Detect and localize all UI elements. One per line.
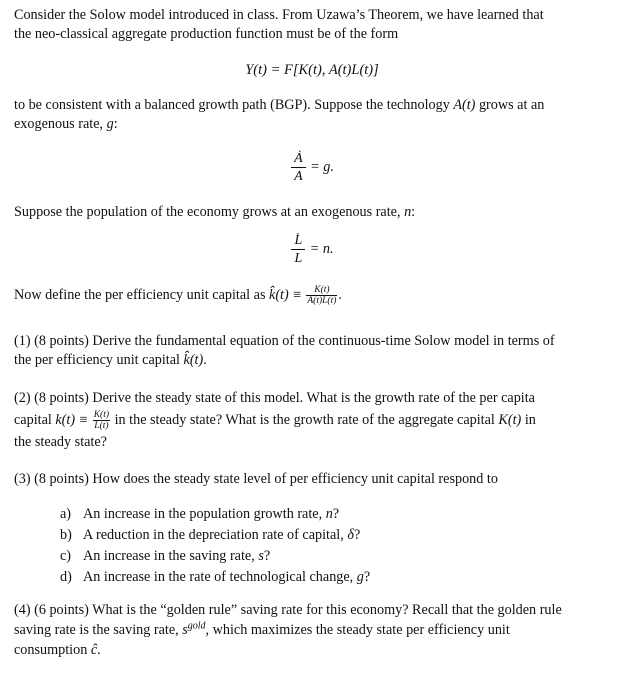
list-item xyxy=(14,525,610,546)
tech-fraction-numerator: Ȧ xyxy=(291,150,306,168)
tech-fraction-denominator: A xyxy=(294,169,303,184)
list-item-text: A reduction in the depreciation rate of capital, xyxy=(83,527,348,543)
bgp-symbol-g: g xyxy=(106,116,114,132)
bgp-text-b: grows at an xyxy=(475,97,545,113)
list-item xyxy=(14,567,610,588)
population-growth-fraction xyxy=(291,232,305,267)
q4-line-2b: , which maximizes the steady state per efficiency unit xyxy=(205,622,510,638)
tech-growth-equation xyxy=(14,150,610,185)
q4-symbol-chat: ĉ xyxy=(90,642,98,658)
intro-line-1: Consider the Solow model introduced in class. From Uzawa’s Theorem, we have learned that xyxy=(14,7,544,23)
intro-paragraph xyxy=(14,6,610,44)
q4-line-3b: . xyxy=(97,642,101,658)
q1-line-1: (1) (8 points) Derive the fundamental equation of the continuous-time Solow model in terms of xyxy=(14,333,555,349)
population-paragraph xyxy=(14,203,610,222)
q2-fraction-numerator: K(t) xyxy=(93,410,110,421)
list-item-symbol: g xyxy=(356,569,364,585)
definition-lhs: k̂(t) ≡ xyxy=(269,286,306,303)
q4-line-3a: consumption xyxy=(14,642,91,658)
population-growth-equation xyxy=(14,232,610,267)
q2-line-3: the steady state? xyxy=(14,434,107,451)
population-text: Suppose the population of the economy grows at an exogenous rate, xyxy=(14,204,405,220)
question-4 xyxy=(14,600,610,660)
definition-numerator: K(t) xyxy=(306,285,337,296)
q1-symbol-khat: k̂(t) xyxy=(183,352,204,368)
q2-line-1: (2) (8 points) Derive the steady state of this model. What is the growth rate of the per capita xyxy=(14,390,535,406)
q2-symbol-K: K(t) xyxy=(498,412,522,428)
production-equation-text: Y(t) = F[K(t), A(t)L(t)] xyxy=(245,62,379,78)
question-2 xyxy=(14,387,610,453)
list-item-marker: c) xyxy=(60,548,72,564)
q2-fraction xyxy=(93,410,110,431)
q2-fraction-denominator: L(t) xyxy=(94,421,109,432)
list-item-marker: d) xyxy=(60,569,72,585)
list-item-end: ? xyxy=(363,569,371,585)
bgp-line2-b: : xyxy=(113,116,118,132)
tech-growth-fraction xyxy=(291,150,306,185)
population-end: : xyxy=(411,204,416,220)
tech-equation-rhs: = g. xyxy=(310,159,334,175)
definition-fraction xyxy=(306,285,337,306)
q4-symbol-s: s xyxy=(182,622,188,638)
bgp-text-a: to be consistent with a balanced growth path (BGP). Suppose the technology xyxy=(14,97,454,113)
q2-symbol-k: k(t) ≡ xyxy=(55,412,92,428)
pop-equation-rhs: = n. xyxy=(309,241,334,257)
list-item xyxy=(14,504,610,525)
definition-paragraph xyxy=(14,285,610,306)
q2-line-2c: in xyxy=(521,412,536,428)
list-item-end: ? xyxy=(353,527,361,543)
intro-line-2: the neo-classical aggregate production function must be of the form xyxy=(14,26,399,42)
list-item-symbol: s xyxy=(258,548,264,564)
question-1 xyxy=(14,332,610,370)
list-item-text: An increase in the saving rate, xyxy=(83,548,259,564)
pop-fraction-numerator: L̇ xyxy=(291,232,305,250)
bgp-line2-a: exogenous rate, xyxy=(14,116,107,132)
list-item xyxy=(14,546,610,567)
list-item-end: ? xyxy=(263,548,271,564)
question-3-list xyxy=(14,504,610,588)
q2-line-2a: capital xyxy=(14,412,56,428)
q1-line-2b: . xyxy=(203,352,207,368)
list-item-text: An increase in the population growth rate, xyxy=(83,506,326,522)
list-item-text: An increase in the rate of technological change, xyxy=(83,569,357,585)
q4-superscript-gold: gold xyxy=(187,620,206,632)
pop-fraction-denominator: L xyxy=(294,251,303,266)
bgp-symbol-a: A(t) xyxy=(453,97,476,113)
q2-line-2b: in the steady state? What is the growth rate of the aggregate capital xyxy=(111,412,499,428)
list-item-marker: a) xyxy=(60,506,72,522)
list-item-symbol: δ xyxy=(347,527,354,543)
q4-line-1: (4) (6 points) What is the “golden rule” saving rate for this economy? Recall that the golden rule xyxy=(14,602,562,618)
production-equation xyxy=(14,61,610,80)
definition-end: . xyxy=(338,286,342,303)
q3-line-1: (3) (8 points) How does the steady state level of per efficiency unit capital respond to xyxy=(14,471,498,487)
question-3 xyxy=(14,470,610,489)
q1-line-2a: the per efficiency unit capital xyxy=(14,352,184,368)
list-item-symbol: n xyxy=(325,506,333,522)
list-item-marker: b) xyxy=(60,527,72,543)
list-item-end: ? xyxy=(332,506,340,522)
definition-denominator: A(t)L(t) xyxy=(307,296,337,306)
population-symbol-n: n xyxy=(404,204,412,220)
q4-line-2a: saving rate is the saving rate, xyxy=(14,622,183,638)
definition-text: Now define the per efficiency unit capital as xyxy=(14,286,270,303)
bgp-paragraph xyxy=(14,96,610,134)
